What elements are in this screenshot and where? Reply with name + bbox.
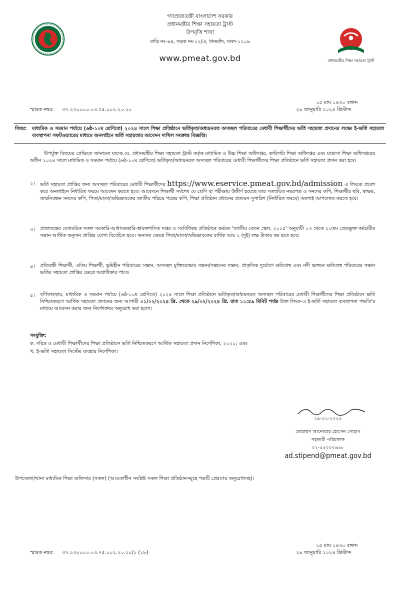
header-website: www.pmeat.gov.bd bbox=[159, 53, 241, 63]
header-section: উপবৃত্তি শাখা bbox=[186, 30, 214, 36]
signature-date: ২৯-০১-২০২৪ bbox=[314, 417, 342, 422]
item-3-number: ৩। bbox=[30, 228, 35, 233]
item-3-text: প্রজাতন্ত্রের বেসামরিক সকল সরকারি-আধাসরকারি-স্বায়ত্তশাসিত দপ্তর ও সংবিধিবদ্ধ প্রতিষ্ঠানে কর্মরত 'জাতীয় বেতন স্কেল, ২০১৫' অনুযায়ী ১৩ থেকে ২০তম গ্রেডভুক্ত কর্মচারীর সন্তান আর্থিক অনুদান প্রাপ্তির যোগ্য বিবেচিত হবে। অন্যান্য ক্ষেত্রে পিতা/মাতা/অভিভাবকের বার্ষিক আয় ২ (দুই) লক্ষ টাকার কম হতে হবে। bbox=[40, 227, 375, 240]
header-gov-line: গণপ্রজাতন্ত্রী বাংলাদেশ সরকার bbox=[167, 14, 233, 20]
item-5-text-before: বর্ণিতাবস্থায়, মাধ্যমিক ও সমমান পর্যায়ে (৬ষ্ঠ-১০ম শ্রেণিতে) ২০২৪ সালে শিক্ষা প্রতিষ্ঠানে ভর্তিকৃত/অধ্যয়নরত অসচ্ছল পরিবারের মেধাবী শিক্ষার্থীদের শিক্ষা প্রতিষ্ঠানে ভর্তি নিশ্চিতকরণে আর্থিক সহায়তা প্রদানের জন্য আগামী bbox=[40, 293, 375, 306]
header-trust-name: প্রধানমন্ত্রীর শিক্ষা সহায়তা ট্রাস্ট bbox=[167, 22, 233, 28]
attachments-label: সংযুক্তি: bbox=[30, 333, 47, 339]
signatory-email[interactable]: ad.stipend@pmeat.gov.bd bbox=[284, 452, 372, 460]
admission-link[interactable]: https://www.eservice.pmeat.gov.bd/admission bbox=[167, 179, 343, 188]
item-5-deadline: ০১/০২/২০২৪ খ্রি. থেকে ২৯/০২/২০২৪ খ্রি. রাত ১১:৫৯ মিনিট পর্যন্ত bbox=[140, 300, 279, 306]
item-5-text bbox=[40, 292, 375, 314]
government-seal-icon bbox=[31, 22, 65, 56]
item-5-number: ৫। bbox=[30, 294, 35, 299]
item-2-text bbox=[40, 180, 375, 204]
item-4-number: ৪। bbox=[30, 265, 35, 270]
memo2-date-gregorian: ২৯ জানুয়ারি ২০২৪ খ্রিস্টাব্দ bbox=[296, 550, 352, 556]
memo-label: স্মারক নম্বর: bbox=[30, 107, 54, 113]
item-2-number: ২। bbox=[30, 182, 35, 187]
memo2-date-bangla: ১৫ মাঘ ১৪৩০ বঙ্গাব্দ bbox=[316, 543, 358, 549]
subject-bottom-rule bbox=[14, 143, 386, 144]
signatory-designation: সহকারী পরিচালক bbox=[311, 438, 345, 443]
attachment-item-a: ক. দরিদ্র ও মেধাবী শিক্ষার্থীদের শিক্ষা প্রতিষ্ঠানে ভর্তি নিশ্চিতকরণে আর্থিক সহায়তা প্রদান নির্দেশিকা, ২০২০; এবং bbox=[30, 341, 248, 347]
subject-label: বিষয়: bbox=[15, 126, 27, 132]
subject-top-rule bbox=[14, 123, 386, 124]
signatory-name: মোহাম্মদ আনোয়ার হোসেন সোহাগ bbox=[295, 430, 361, 435]
header-address: বাড়ি নং-৪৪, সড়ক নং-১২/এ, ধানমন্ডি, ঢাকা-১২০৯ bbox=[150, 40, 250, 45]
memo-number: ৩৭.২৩০০০০.০৩.৭৫.০০২.২০.২০ bbox=[62, 107, 132, 113]
intro-paragraph: উপর্যুক্ত বিষয়ের প্রেক্ষিতে জানানো যাচ্ছে যে, প্রধানমন্ত্রীর শিক্ষা সহায়তা ট্রাস্ট কর্তৃক মাধ্যমিক ও উচ্চ শিক্ষা অধিদপ্তর, কারিগরি শিক্ষা অধিদপ্তর এবং মাদ্রাসা শিক্ষা অধিদপ্তরের অধীন ২০২৪ সালে মাধ্যমিক ও সমমান পর্যায়ে (৬ষ্ঠ-১০ম শ্রেণিতে) ভর্তিকৃত/অধ্যয়নরত অসচ্ছল পরিবারের মেধাবী শিক্ষার্থীদের শিক্ষা প্রতিষ্ঠানে ভর্তি সহায়তা প্রদান করা হবে। bbox=[30, 152, 375, 165]
signature-mark bbox=[293, 403, 373, 417]
memo-date-bangla: ১৫ মাঘ ১৪৩০ বঙ্গাব্দ bbox=[316, 100, 358, 106]
distribution-text: উপজেলা/থানা মাধ্যমিক শিক্ষা অফিসার (সকল) (আওতাধীন সংশ্লিষ্ট সকল শিক্ষা প্রতিষ্ঠানসমূহে পত্রটি প্রেরণের অনুরোধসহ)। bbox=[15, 476, 255, 482]
item-2-text-before: ভর্তি সহায়তা প্রাপ্তির জন্য অসচ্ছল পরিবারের মেধাবী শিক্ষার্থীদের bbox=[40, 183, 166, 188]
item-2-text-after: এ লিংকে প্রবেশ করে অনলাইনে নির্ধারিত ফরমে আবেদন করতে হবে। আবেদনে শিক্ষার্থী সর্বশেষ যে শ্রেণি বা পরীক্ষায় উত্তীর্ণ হয়েছে তার সত্যায়িত নম্বরপত্র ও সনদের কপি, শিক্ষার্থীর ছবি, স্বাক্ষর, জন্মনিবন্ধন সনদের কপি, পিতা/মাতা/অভিভাবকের জাতীয় পরিচয় পত্রের কপি, শিক্ষা প্রতিষ্ঠান প্রধানের প্রত্যয়ন সুপারিশ (নির্ধারিত ফরমে) অবশ্যই আপলোড করতে হবে। bbox=[40, 183, 375, 203]
memo2-number: ৩৭.২৩০০০০.০৩.৭৫.০০২.২০.২০/১ (১৮) bbox=[62, 550, 149, 556]
signatory-phone: ০২-৫৫০০০৬৪৮ bbox=[311, 446, 345, 451]
item-4-text: প্রতিবন্ধী শিক্ষার্থী, এতিম শিক্ষার্থী, ভূমিহীন পরিবারের সন্তান, অসচ্ছল মুক্তিযোদ্ধার সন্তান/সন্তানের সন্তান, প্রাকৃতিক দুর্যোগে ক্ষতিগ্রস্থ এবং নদী ভাঙ্গনে ক্ষতিগ্রস্থ পরিবারের সন্তান ভর্তির সহায়তা প্রাপ্তির ক্ষেত্রে অগ্রাধিকার পাবে। bbox=[40, 264, 375, 277]
subject-text: মাধ্যমিক ও সমমান পর্যায়ে (৬ষ্ঠ-১০ম শ্রেণিতে) ২০২৪ সালে শিক্ষা প্রতিষ্ঠানে ভর্তিকৃত/অধ্যয়নরত অসচ্ছল পরিবারের মেধাবী শিক্ষার্থীদের ভর্তি সহায়তা প্রদানের লক্ষ্যে ই-ভর্তি সহায়তা ব্যবস্থাপনা সফটওয়্যারের মাধ্যমে অনলাইনে ভর্তি সহায়তার আবেদন দাখিল সংক্রান্ত বিজ্ঞপ্তি। bbox=[32, 127, 384, 140]
memo-date-gregorian: ২৯ জানুয়ারি ২০২৪ খ্রিস্টাব্দ bbox=[296, 107, 352, 113]
trust-logo-caption: প্রধানমন্ত্রীর শিক্ষা সহায়তা ট্রাস্ট bbox=[327, 58, 375, 63]
attachment-item-b: খ. ই-ভর্তি সহায়তা সিস্টেম ব্যবহার নির্দেশিকা। bbox=[30, 349, 118, 355]
item-5-text-after: উক্ত লিংক-এ ই-ভর্তি সহায়তা ব্যবস্থাপনা পদ্ধতি'র মাধ্যমে আবেদন করার জন্য নির্দেশক্রমে অনুরোধ করা হলো। bbox=[40, 300, 376, 313]
memo2-label: স্মারক নম্বর: bbox=[30, 550, 54, 556]
